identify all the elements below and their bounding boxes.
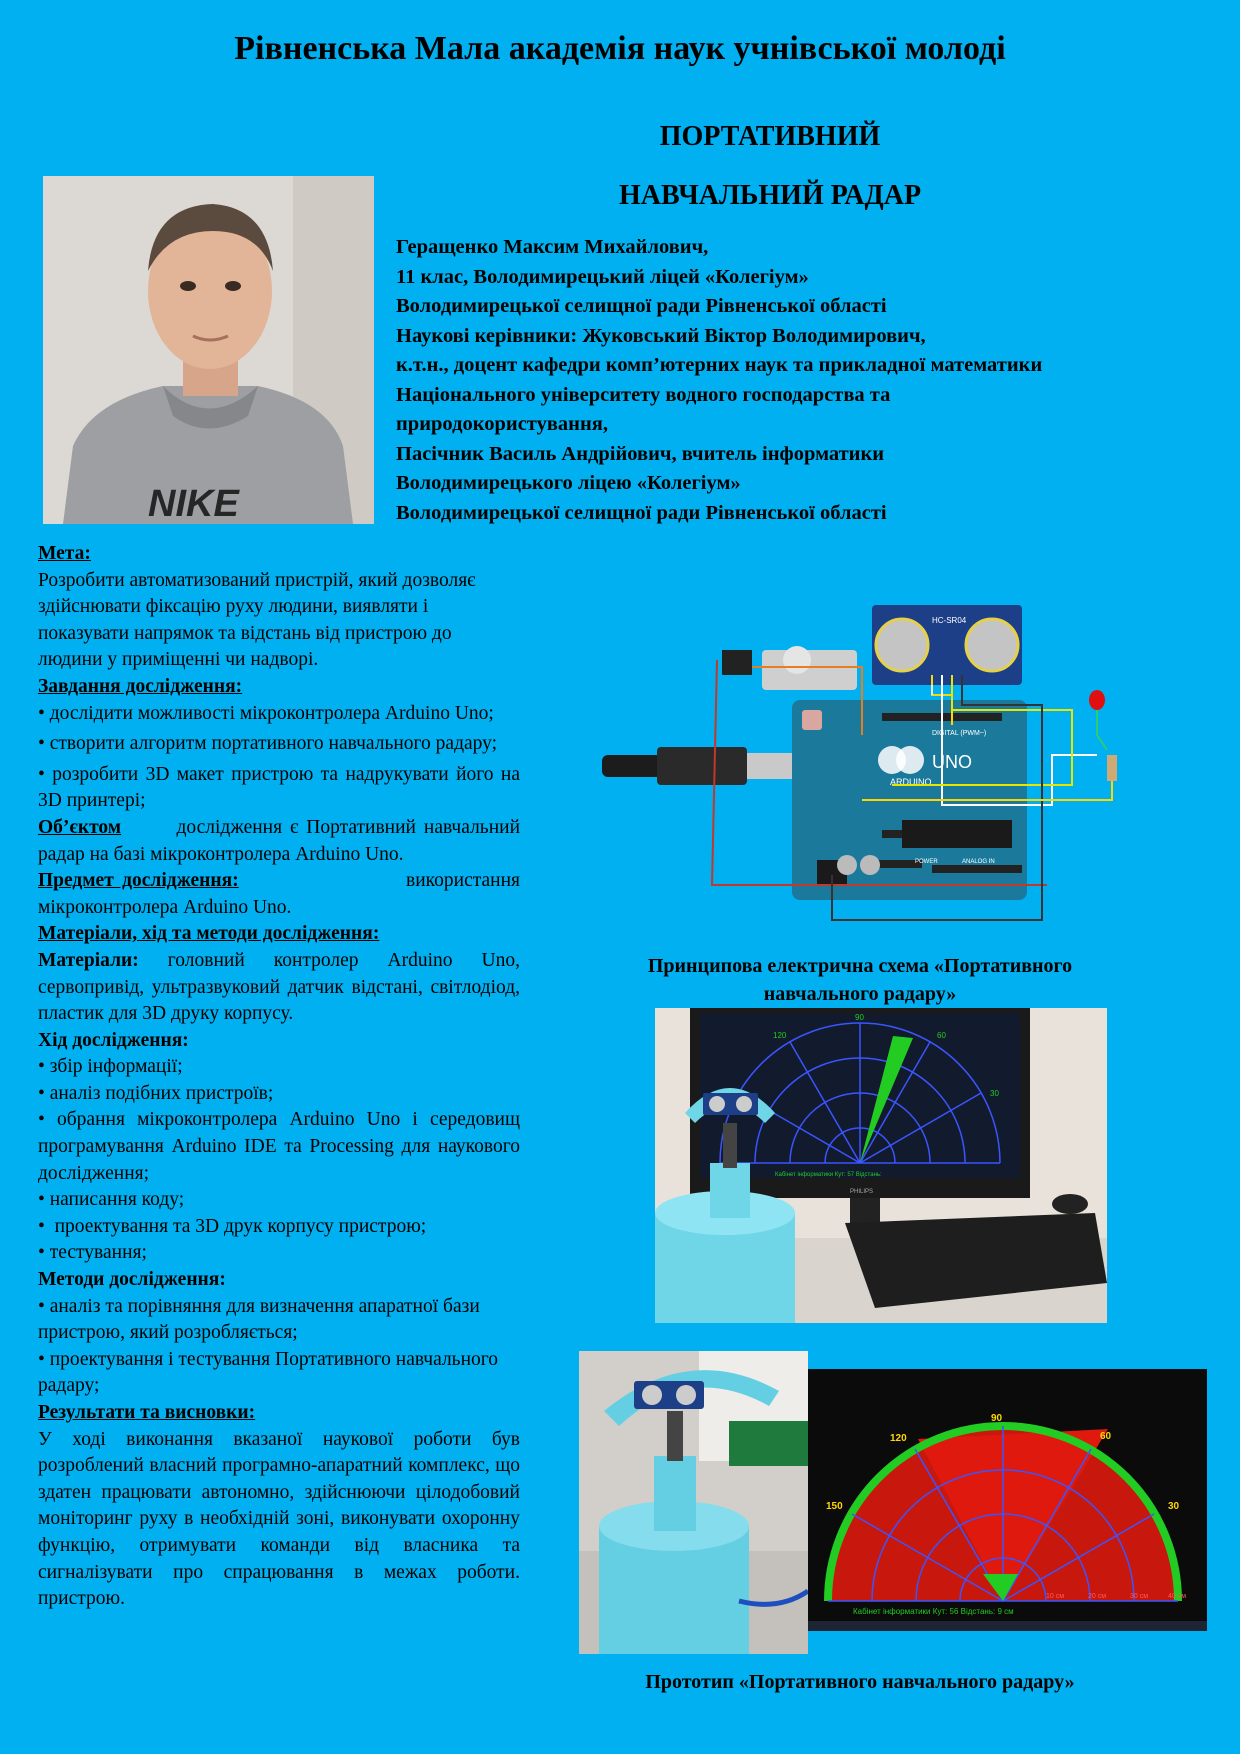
author-line: Пасічник Василь Андрійович, вчитель інформатики xyxy=(396,442,885,465)
device-illustration xyxy=(579,1351,808,1654)
research-description xyxy=(38,541,520,1613)
circuit-diagram xyxy=(602,605,1122,930)
progress-item: • збір інформації; xyxy=(38,1054,520,1081)
results-text: У ході виконання вказаної наукової роботи був розроблений власний програмно-апаратний комплекс, що здатен працювати автономно, здійснюючи цілодобовий моніторинг руху в необхідній зоні, виконувати охоронну функцію, отримувати команди від власника та сигналізувати про спрацювання в межах роботи. пристрою. xyxy=(38,1428,520,1610)
materials-label: Матеріали: xyxy=(38,949,139,971)
poster-title-line1: ПОРТАТИВНИЙ xyxy=(659,121,881,152)
author-info xyxy=(396,233,1226,528)
radar-monitor-photo xyxy=(655,1008,1107,1323)
materials-heading: Матеріали, хід та методи дослідження: xyxy=(38,923,380,945)
radar2-scale-label: 40 см xyxy=(1168,1593,1187,1600)
results-heading: Результати та висновки: xyxy=(38,1402,256,1423)
radar1-angle-label: 60 xyxy=(937,1031,946,1040)
institution-title: Рівненська Мала академія наук учнівської молоді xyxy=(234,30,1006,67)
radar1-angle-label: 120 xyxy=(773,1031,787,1040)
board-digital-label: DIGITAL (PWM~) xyxy=(932,730,987,737)
radar2-angle-label: 120 xyxy=(890,1433,907,1444)
schematic-caption: Принципова електрична схема «Портативного навчального радару» xyxy=(647,955,1073,1005)
subject-heading: Предмет дослідження: xyxy=(38,870,239,892)
tasks-heading: Завдання дослідження: xyxy=(38,675,243,697)
progress-item: • аналіз подібних пристроїв; xyxy=(38,1081,520,1108)
radar-monitor-illustration xyxy=(655,1008,1107,1323)
author-photo xyxy=(43,176,374,524)
author-line: Володимирецької селищної ради Рівненської області xyxy=(396,501,887,524)
board-power-label: POWER xyxy=(915,859,938,865)
progress-item: • написання коду; xyxy=(38,1187,520,1214)
progress-item: • обрання мікроконтролера Arduino Uno і середовищ програмування Arduino IDE та Processing для наукового дослідження; xyxy=(38,1107,520,1187)
poster-title-line2: НАВЧАЛЬНИЙ РАДАР xyxy=(618,180,922,211)
method-item: • аналіз та порівняння для визначення апаратної бази пристрою, який розробляється; xyxy=(38,1294,520,1347)
radar-screen-photo xyxy=(808,1369,1207,1631)
task-item: • розробити 3D макет пристрою та надрукувати його на 3D принтері; xyxy=(38,762,520,815)
radar2-angle-label: 90 xyxy=(991,1413,1003,1424)
author-line: природокористування, xyxy=(396,413,609,435)
board-model-label: UNO xyxy=(932,752,972,772)
radar1-angle-label: 30 xyxy=(990,1089,999,1098)
author-line: Наукові керівники: Жуковський Віктор Володимирович, xyxy=(396,324,926,347)
radar2-status: Кабінет інформатики Кут: 56 Відстань: 9 см xyxy=(853,1607,1014,1616)
radar2-angle-label: 60 xyxy=(1100,1431,1112,1442)
author-portrait-illustration xyxy=(43,176,374,524)
author-line: Геращенко Максим Михайлович, xyxy=(396,236,709,258)
author-line: Володимирецької селищної ради Рівненської області xyxy=(396,295,887,317)
progress-item: • тестування; xyxy=(38,1240,520,1267)
subject-text: використання мікроконтролера Arduino Uno. xyxy=(38,870,520,918)
method-item: • проектування і тестування Портативного навчального радару; xyxy=(38,1347,520,1400)
object-heading: Об’єктом xyxy=(38,816,122,838)
sensor-label: HC-SR04 xyxy=(932,616,967,625)
author-line: к.т.н., доцент кафедри комп’ютерних наук та прикладної математики xyxy=(396,354,1043,376)
author-line: Національного університету водного господарства та xyxy=(396,383,891,406)
device-photo xyxy=(579,1351,808,1654)
radar1-angle-label: 90 xyxy=(855,1013,864,1022)
goal-text: Розробити автоматизований пристрій, який дозволяє здійснювати фіксацію руху людини, виявляти і показувати напрямок та відстань від пристрою до людини у приміщенні чи надворі. xyxy=(38,569,476,671)
task-item: • створити алгоритм портативного навчального радару; xyxy=(38,731,520,758)
board-brand-label: ARDUINO xyxy=(890,777,932,787)
progress-item: • проектування та 3D друк корпусу пристрою; xyxy=(38,1214,520,1241)
materials-text: головний контролер Arduino Uno, сервопривід, ультразвуковий датчик відстані, світлодіод, пластик для 3D друку корпусу. xyxy=(38,949,520,1025)
radar2-angle-label: 150 xyxy=(826,1501,843,1512)
radar2-angle-label: 30 xyxy=(1168,1501,1180,1512)
radar2-scale-label: 30 см xyxy=(1130,1593,1149,1600)
monitor-brand: PHILIPS xyxy=(850,1189,874,1195)
object-text: дослідження є Портативний навчальний радар на базі мікроконтролера Arduino Uno. xyxy=(38,816,520,865)
task-item: • дослідити можливості мікроконтролера Arduino Uno; xyxy=(38,701,520,728)
goal-heading: Мета: xyxy=(38,543,91,564)
radar1-status: Кабінет інформатики Кут: 57 Відстань: xyxy=(775,1172,882,1178)
progress-heading: Хід дослідження: xyxy=(38,1029,189,1051)
photo-shirt-logo: NIKE xyxy=(148,483,239,524)
radar2-scale-label: 20 см xyxy=(1088,1593,1107,1600)
radar2-scale-label: 10 см xyxy=(1046,1593,1065,1600)
methods-heading: Методи дослідження: xyxy=(38,1269,226,1291)
prototype-caption: Прототип «Портативного навчального радару» xyxy=(645,1671,1075,1693)
radar-screen-illustration xyxy=(808,1369,1207,1631)
schematic-figure xyxy=(602,605,1122,930)
board-analog-label: ANALOG IN xyxy=(962,859,995,865)
author-line: Володимирецького ліцею «Колегіум» xyxy=(396,472,741,494)
author-line: 11 клас, Володимирецький ліцей «Колегіум» xyxy=(396,265,809,288)
